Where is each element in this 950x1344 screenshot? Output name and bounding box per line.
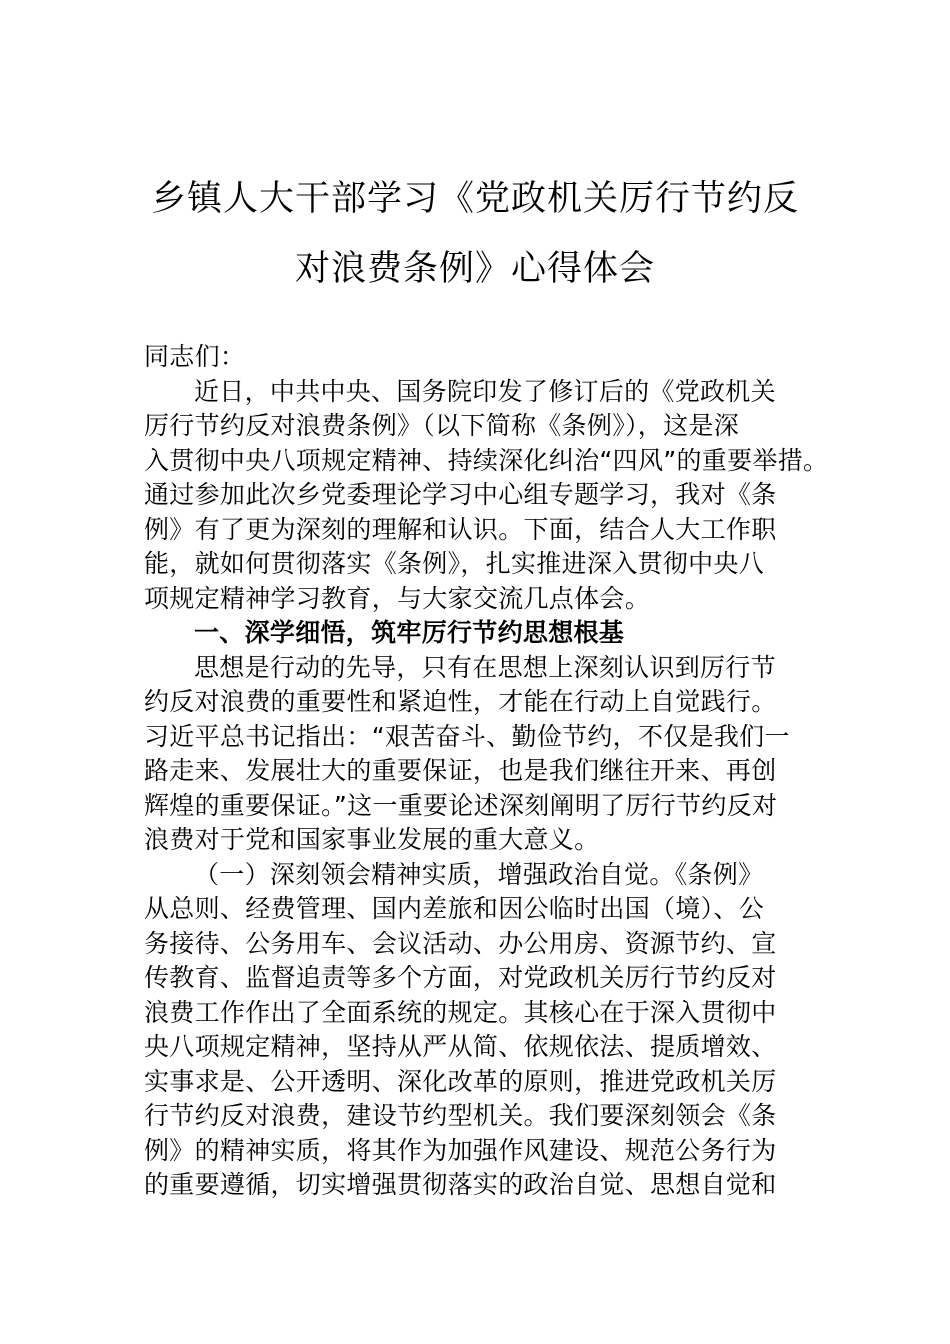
paragraph-line: 路走来、发展壮大的重要保证，也是我们继往开来、再创 xyxy=(144,756,777,785)
paragraph-line: 务接待、公务用车、会议活动、办公用房、资源节约、宣 xyxy=(144,928,777,958)
paragraph-line: 浪费对于党和国家事业发展的重大意义。 xyxy=(144,825,600,854)
document-title-line-2: 对浪费条例》心得体会 xyxy=(294,249,655,289)
paragraph-line: 厉行节约反对浪费条例》（以下简称《条例》），这是深 xyxy=(144,411,740,440)
paragraph-line: 传教育、监督追责等多个方面，对党政机关厉行节约反对 xyxy=(144,963,777,992)
paragraph-line: 思想是行动的先导，只有在思想上深刻认识到厉行节 xyxy=(194,652,776,682)
paragraph-line: 能，就如何贯彻落实《条例》，扎实推进深入贯彻中央八 xyxy=(144,549,765,578)
paragraph-line: （一）深刻领会精神实质，增强政治自觉。《条例》 xyxy=(194,859,764,889)
paragraph-line: 从总则、经费管理、国内差旅和因公临时出国（境）、公 xyxy=(144,894,765,923)
paragraph-line: 入贯彻中央八项规定精神、持续深化纠治“四风”的重要举措。 xyxy=(144,445,829,475)
section-heading: 一、深学细悟，筑牢厉行节约思想根基 xyxy=(194,618,625,647)
paragraph-line: 浪费工作作出了全面系统的规定。其核心在于深入贯彻中 xyxy=(144,997,777,1027)
paragraph-line: 的重要遵循，切实增强贯彻落实的政治自觉、思想自觉和 xyxy=(144,1170,777,1199)
paragraph-line: 近日，中共中央、国务院印发了修订后的《党政机关 xyxy=(194,376,776,406)
paragraph-line: 例》有了更为深刻的理解和认识。下面，结合人大工作职 xyxy=(144,514,777,544)
paragraph-line: 实事求是、公开透明、深化改革的原则，推进党政机关厉 xyxy=(144,1066,777,1096)
document-title-line-1: 乡镇人大干部学习《党政机关厉行节约反 xyxy=(150,179,799,219)
paragraph-line: 通过参加此次乡党委理论学习中心组专题学习，我对《条 xyxy=(144,480,777,509)
paragraph-line: 例》的精神实质，将其作为加强作风建设、规范公务行为 xyxy=(144,1135,777,1165)
paragraph-line: 习近平总书记指出：“艰苦奋斗、勤俭节约，不仅是我们一 xyxy=(144,721,790,751)
document-body xyxy=(144,340,829,1203)
paragraph-line: 辉煌的重要保证。”这一重要论述深刻阐明了厉行节约反对 xyxy=(144,790,778,820)
paragraph-line: 项规定精神学习教育，与大家交流几点体会。 xyxy=(144,583,651,613)
paragraph-line: 约反对浪费的重要性和紧迫性，才能在行动上自觉践行。 xyxy=(144,687,777,716)
paragraph-line: 行节约反对浪费，建设节约型机关。我们要深刻领会《条 xyxy=(144,1101,777,1130)
paragraph-line: 央八项规定精神，坚持从严从简、依规依法、提质增效、 xyxy=(144,1032,777,1061)
paragraph-line: 同志们： xyxy=(144,342,246,371)
